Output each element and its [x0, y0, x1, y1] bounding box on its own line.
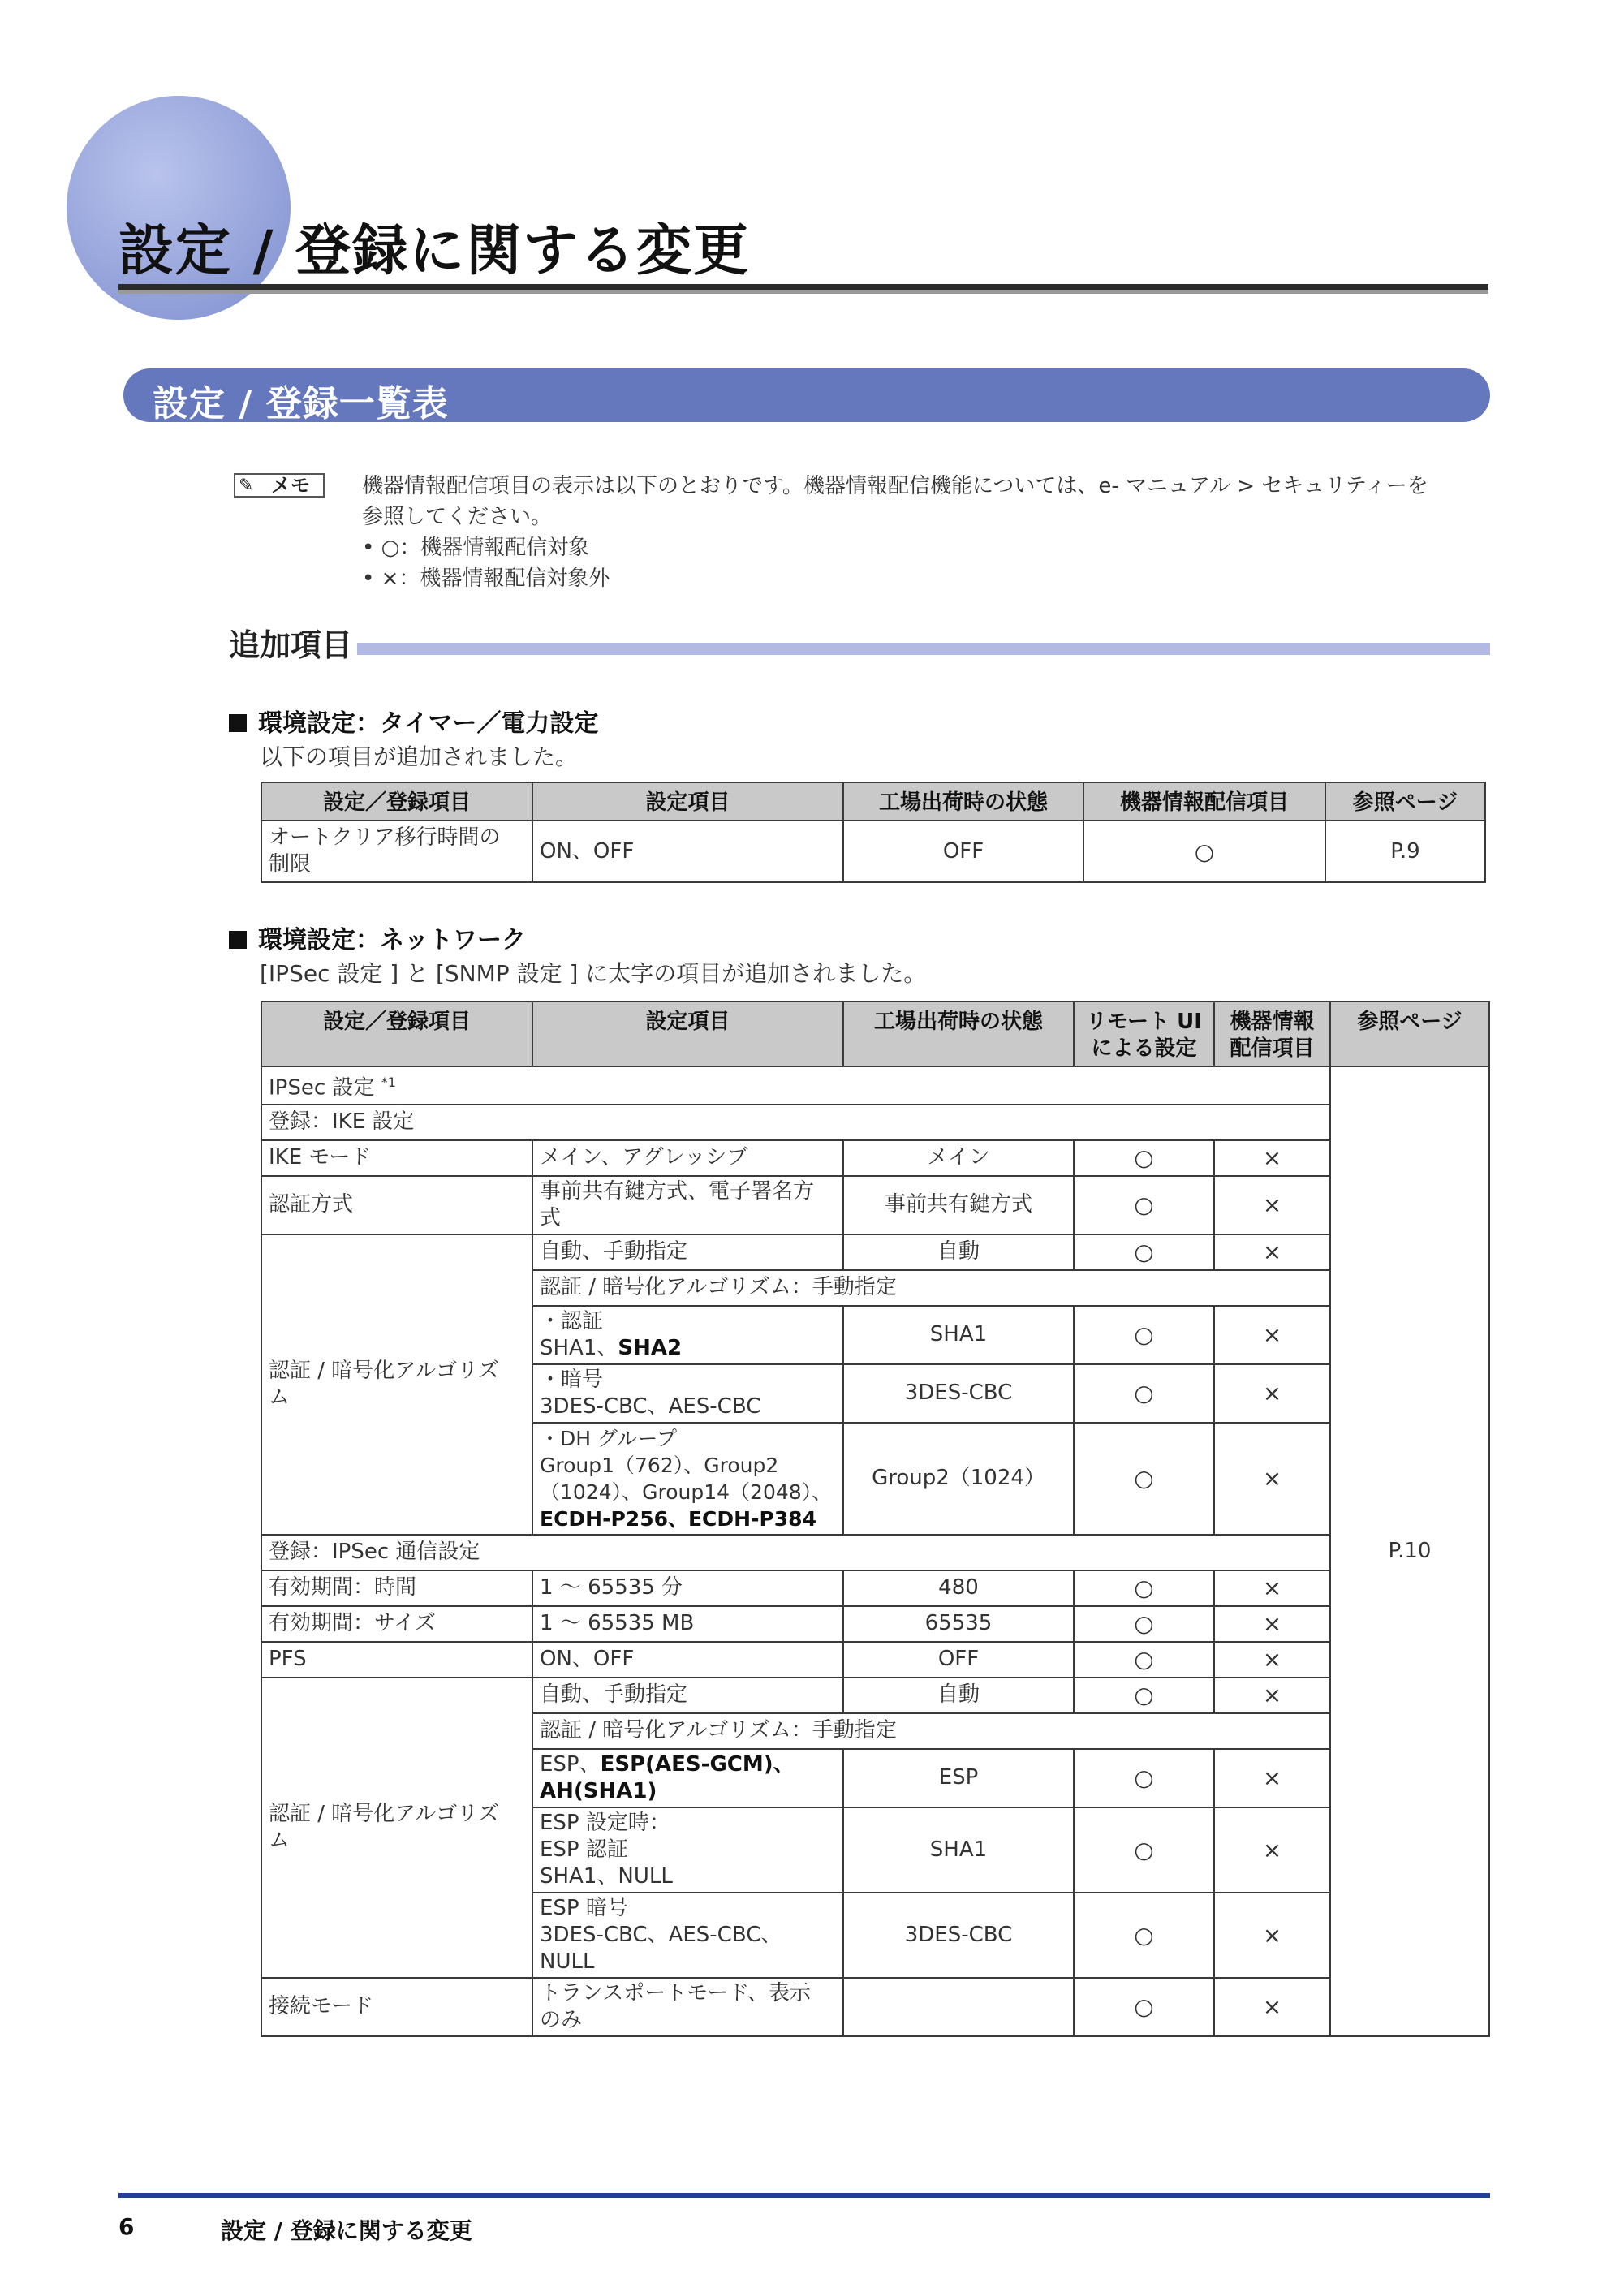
- table-row: [261, 1570, 1489, 1606]
- group-cell: 認証 / 暗号化アルゴリズム：手動指定: [532, 1713, 1330, 1749]
- table-row: [261, 1678, 1489, 1713]
- pencil-icon: ✎: [239, 476, 254, 496]
- network-section-title: 環境設定：ネットワーク: [258, 926, 526, 954]
- default-cell: OFF: [843, 821, 1083, 882]
- item-cell: オートクリア移行時間の 制限: [261, 821, 532, 882]
- table-row: [261, 1105, 1489, 1140]
- item-cell: IKE モード: [261, 1140, 532, 1176]
- network-section-desc: [IPSec 設定 ] と [SNMP 設定 ] に太字の項目が追加されました。: [260, 960, 927, 987]
- remote-ui-mark: ○: [1074, 1306, 1214, 1364]
- setting-cell: メイン、アグレッシブ: [532, 1140, 843, 1176]
- footer-title: 設定 / 登録に関する変更: [221, 2217, 472, 2244]
- distribution-mark: ×: [1214, 1893, 1330, 1978]
- setting-cell: 1 ～ 65535 MB: [532, 1606, 843, 1642]
- timer-section-heading: [229, 703, 598, 739]
- item-cell: 認証 / 暗号化アルゴリズ ム: [261, 1234, 532, 1535]
- memo-line: 参照してください。: [362, 505, 553, 529]
- table-row: [261, 821, 1485, 882]
- subsection-rule: [229, 643, 1490, 655]
- item-cell: PFS: [261, 1642, 532, 1678]
- item-cell: 有効期間：サイズ: [261, 1606, 532, 1642]
- default-cell: 自動: [843, 1234, 1074, 1270]
- column-header: 機器情報配信項目: [1083, 782, 1325, 821]
- default-cell: 事前共有鍵方式: [843, 1176, 1074, 1234]
- remote-ui-mark: ○: [1074, 1678, 1214, 1713]
- distribution-mark: ×: [1214, 1364, 1330, 1423]
- column-header: 設定項目: [532, 1002, 843, 1066]
- group-cell: 登録：IPSec 通信設定: [261, 1535, 1330, 1570]
- memo-badge: [234, 473, 325, 498]
- group-cell: 登録：IKE 設定: [261, 1105, 1330, 1140]
- page-title: 設定 / 登録に関する変更: [118, 219, 751, 283]
- distribution-mark: ○: [1083, 821, 1325, 882]
- setting-cell: ON、OFF: [532, 821, 843, 882]
- timer-section-title: 環境設定：タイマー／電力設定: [258, 709, 599, 738]
- network-settings-table: [261, 1001, 1490, 2037]
- default-cell: ESP: [843, 1749, 1074, 1807]
- reference-page: P.10: [1330, 1066, 1489, 2036]
- remote-ui-mark: ○: [1074, 1570, 1214, 1606]
- footnote-mark: *1: [381, 1075, 396, 1090]
- section-title: 設定 / 登録一覧表: [153, 383, 449, 424]
- distribution-mark: ×: [1214, 1140, 1330, 1176]
- memo-line: • ×：機器情報配信対象外: [362, 566, 610, 591]
- memo-label: メモ: [271, 474, 310, 497]
- title-rule: [118, 284, 1488, 290]
- table-row: [261, 1066, 1489, 1105]
- table-row: [261, 1234, 1489, 1270]
- column-header: 設定／登録項目: [261, 1002, 532, 1066]
- column-header: 参照ページ: [1325, 782, 1485, 821]
- table-header-row: [261, 782, 1485, 821]
- distribution-mark: ×: [1214, 1176, 1330, 1234]
- setting-cell: ・認証 SHA1、SHA2: [532, 1306, 843, 1364]
- item-cell: 接続モード: [261, 1978, 532, 2036]
- remote-ui-mark: ○: [1074, 1234, 1214, 1270]
- reference-page: P.9: [1325, 821, 1485, 882]
- remote-ui-mark: ○: [1074, 1606, 1214, 1642]
- remote-ui-mark: ○: [1074, 1893, 1214, 1978]
- remote-ui-mark: ○: [1074, 1140, 1214, 1176]
- column-header: 設定項目: [532, 782, 843, 821]
- default-cell: メイン: [843, 1140, 1074, 1176]
- page-number: 6: [118, 2213, 135, 2240]
- setting-cell: 事前共有鍵方式、電子署名方 式: [532, 1176, 843, 1234]
- default-cell: SHA1: [843, 1306, 1074, 1364]
- setting-cell: ESP 設定時： ESP 認証 SHA1、NULL: [532, 1807, 843, 1893]
- distribution-mark: ×: [1214, 1423, 1330, 1535]
- setting-cell: 自動、手動指定: [532, 1234, 843, 1270]
- distribution-mark: ×: [1214, 1978, 1330, 2036]
- distribution-mark: ×: [1214, 1234, 1330, 1270]
- default-cell: 自動: [843, 1678, 1074, 1713]
- distribution-mark: ×: [1214, 1678, 1330, 1713]
- default-cell: 65535: [843, 1606, 1074, 1642]
- square-bullet-icon: [229, 714, 247, 732]
- distribution-mark: ×: [1214, 1570, 1330, 1606]
- column-header: 参照ページ: [1330, 1002, 1489, 1066]
- network-section-heading: [229, 920, 526, 955]
- table-row: [261, 1535, 1489, 1570]
- default-cell: SHA1: [843, 1807, 1074, 1893]
- default-cell: 480: [843, 1570, 1074, 1606]
- remote-ui-mark: ○: [1074, 1978, 1214, 2036]
- default-cell: 3DES-CBC: [843, 1893, 1074, 1978]
- column-header: 工場出荷時の状態: [843, 782, 1083, 821]
- remote-ui-mark: ○: [1074, 1642, 1214, 1678]
- remote-ui-mark: ○: [1074, 1423, 1214, 1535]
- column-header: 機器情報 配信項目: [1214, 1002, 1330, 1066]
- remote-ui-mark: ○: [1074, 1749, 1214, 1807]
- memo-line: 機器情報配信項目の表示は以下のとおりです。機器情報配信機能については、e- マニュアル > セキュリティーを: [362, 474, 1428, 498]
- timer-section-desc: 以下の項目が追加されました。: [260, 743, 579, 770]
- default-cell: 3DES-CBC: [843, 1364, 1074, 1423]
- item-cell: 認証 / 暗号化アルゴリズ ム: [261, 1678, 532, 1978]
- column-header: 工場出荷時の状態: [843, 1002, 1074, 1066]
- default-cell: OFF: [843, 1642, 1074, 1678]
- table-row: [261, 1978, 1489, 2036]
- distribution-mark: ×: [1214, 1606, 1330, 1642]
- title-rule-shadow: [118, 290, 1488, 294]
- timer-settings-table: [261, 782, 1486, 883]
- subsection-title: 追加項目: [229, 620, 357, 665]
- setting-cell: ESP 暗号 3DES-CBC、AES-CBC、NULL: [532, 1893, 843, 1978]
- table-row: [261, 1140, 1489, 1176]
- footer-rule: [118, 2193, 1490, 2198]
- setting-cell: トランスポートモード、表示 のみ: [532, 1978, 843, 2036]
- table-header-row: [261, 1002, 1489, 1066]
- remote-ui-mark: ○: [1074, 1807, 1214, 1893]
- item-cell: 認証方式: [261, 1176, 532, 1234]
- memo-line: • ○：機器情報配信対象: [362, 536, 590, 560]
- distribution-mark: ×: [1214, 1807, 1330, 1893]
- square-bullet-icon: [229, 931, 247, 949]
- setting-cell: ・暗号 3DES-CBC、AES-CBC: [532, 1364, 843, 1423]
- setting-cell: ON、OFF: [532, 1642, 843, 1678]
- setting-cell: 自動、手動指定: [532, 1678, 843, 1713]
- setting-cell: 1 ～ 65535 分: [532, 1570, 843, 1606]
- group-cell: 認証 / 暗号化アルゴリズム：手動指定: [532, 1270, 1330, 1306]
- item-cell: 有効期間：時間: [261, 1570, 532, 1606]
- setting-cell: ESP、ESP(AES-GCM)、 AH(SHA1): [532, 1749, 843, 1807]
- table-row: [261, 1176, 1489, 1234]
- distribution-mark: ×: [1214, 1306, 1330, 1364]
- column-header: 設定／登録項目: [261, 782, 532, 821]
- group-cell: IPSec 設定 $^{*1}$: [261, 1066, 1330, 1105]
- remote-ui-mark: ○: [1074, 1176, 1214, 1234]
- remote-ui-mark: ○: [1074, 1364, 1214, 1423]
- setting-cell: ・DH グループ Group1（762）、Group2 （1024）、Group14（2048）、 ECDH-P256、ECDH-P384: [532, 1423, 843, 1535]
- memo-text: [362, 471, 1498, 594]
- distribution-mark: ×: [1214, 1642, 1330, 1678]
- default-cell: Group2（1024）: [843, 1423, 1074, 1535]
- default-cell: [843, 1978, 1074, 2036]
- table-row: [261, 1606, 1489, 1642]
- section-bar: [123, 368, 1490, 422]
- distribution-mark: ×: [1214, 1749, 1330, 1807]
- table-row: [261, 1642, 1489, 1678]
- column-header: リモート UI による設定: [1074, 1002, 1214, 1066]
